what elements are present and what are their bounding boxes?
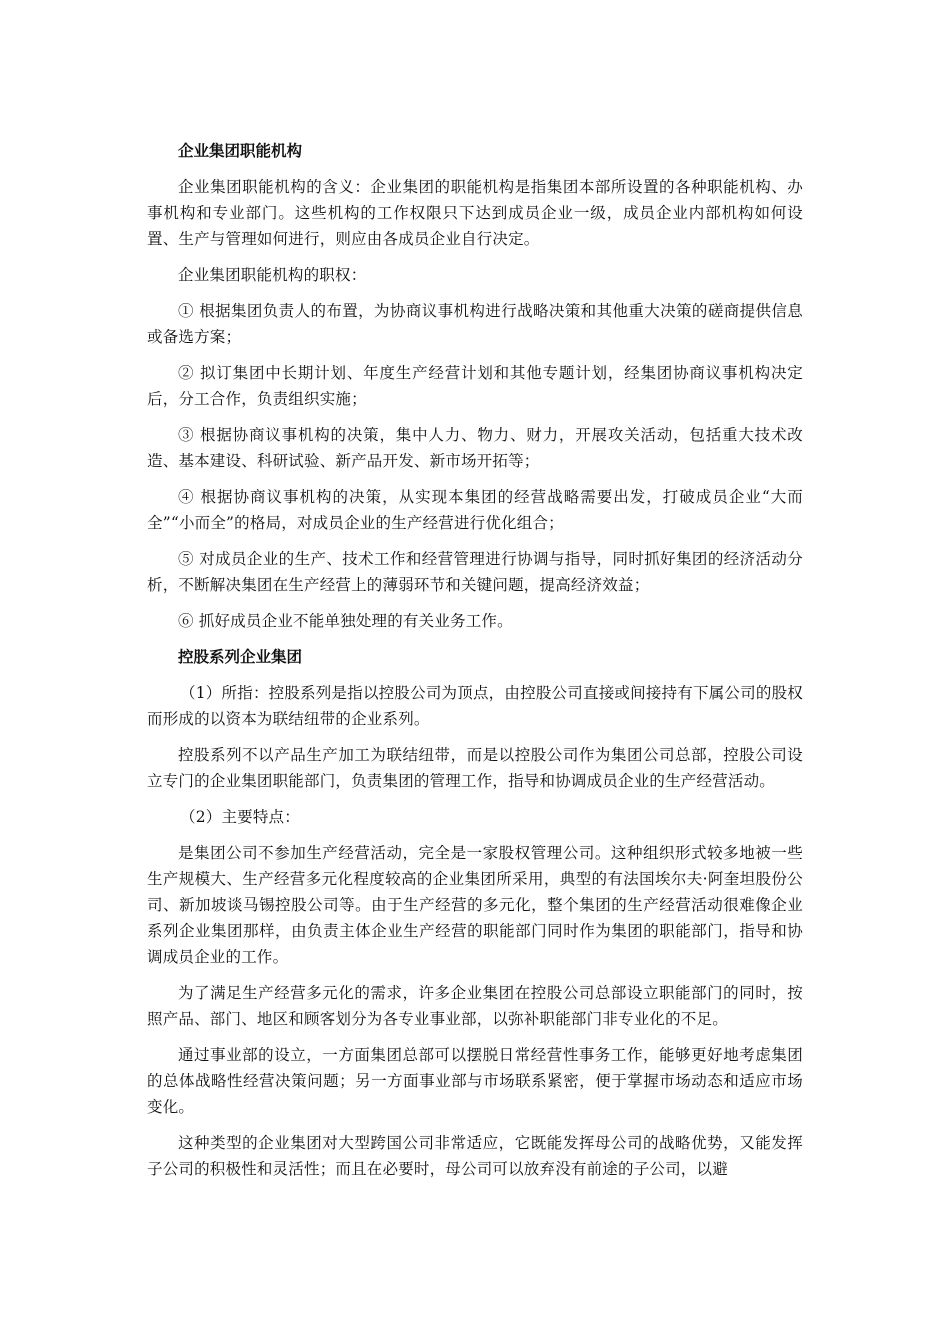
duties-intro: 企业集团职能机构的职权：	[178, 266, 367, 284]
duty-item-2: ② 拟订集团中长期计划、年度生产经营计划和其他专题计划，经集团协商议事机构决定后，分工合作，负责组织实施；	[147, 364, 803, 408]
holding-definition-paragraph: （1）所指：控股系列是指以控股公司为顶点，由控股公司直接或间接持有下属公司的股权而形成的以资本为联结纽带的企业系列。	[147, 684, 803, 728]
duty-item-6: ⑥ 抓好成员企业不能单独处理的有关业务工作。	[178, 612, 513, 630]
definition-paragraph: 企业集团职能机构的含义：企业集团的职能机构是指集团本部所设置的各种职能机构、办事机构和专业部门。这些机构的工作权限只下达到成员企业一级，成员企业内部机构如何设置、生产与管理如何进行，则应由各成员企业自行决定。	[147, 178, 803, 248]
duty-item-3: ③ 根据协商议事机构的决策，集中人力、物力、财力，开展攻关活动，包括重大技术改造、基本建设、科研试验、新产品开发、新市场开拓等；	[147, 426, 803, 470]
features-heading: （2）主要特点：	[180, 808, 300, 826]
duty-item-4: ④ 根据协商议事机构的决策，从实现本集团的经营战略需要出发，打破成员企业“大而全”“小而全”的格局，对成员企业的生产经营进行优化组合；	[147, 488, 803, 532]
multinational-paragraph: 这种类型的企业集团对大型跨国公司非常适应，它既能发挥母公司的战略优势，又能发挥子公司的积极性和灵活性；而且在必要时，母公司可以放弃没有前途的子公司，以避	[147, 1134, 803, 1178]
document-page	[147, 138, 803, 1192]
section-title-holding-group: 控股系列企业集团	[178, 648, 303, 666]
holding-structure-paragraph: 控股系列不以产品生产加工为联结纽带，而是以控股公司作为集团公司总部，控股公司设立专门的企业集团职能部门，负责集团的管理工作，指导和协调成员企业的生产经营活动。	[147, 746, 803, 790]
features-paragraph: 是集团公司不参加生产经营活动，完全是一家股权管理公司。这种组织形式较多地被一些生产规模大、生产经营多元化程度较高的企业集团所采用，典型的有法国埃尔夫·阿奎坦股份公司、新加坡谈马锡控股公司等。由于生产经营的多元化，整个集团的生产经营活动很难像企业系列企业集团那样，由负责主体企业生产经营的职能部门同时作为集团的职能部门，指导和协调成员企业的工作。	[147, 844, 803, 966]
business-division-paragraph: 为了满足生产经营多元化的需求，许多企业集团在控股公司总部设立职能部门的同时，按照产品、部门、地区和顾客划分为各专业事业部，以弥补职能部门非专业化的不足。	[147, 984, 803, 1028]
section-title-functional-institutions: 企业集团职能机构	[178, 142, 303, 160]
division-benefit-paragraph: 通过事业部的设立，一方面集团总部可以摆脱日常经营性事务工作，能够更好地考虑集团的总体战略性经营决策问题；另一方面事业部与市场联系紧密，便于掌握市场动态和适应市场变化。	[147, 1046, 803, 1116]
duty-item-5: ⑤ 对成员企业的生产、技术工作和经营管理进行协调与指导，同时抓好集团的经济活动分析，不断解决集团在生产经营上的薄弱环节和关键问题，提高经济效益；	[147, 550, 803, 594]
duty-item-1: ① 根据集团负责人的布置，为协商议事机构进行战略决策和其他重大决策的磋商提供信息或备选方案；	[147, 302, 803, 346]
